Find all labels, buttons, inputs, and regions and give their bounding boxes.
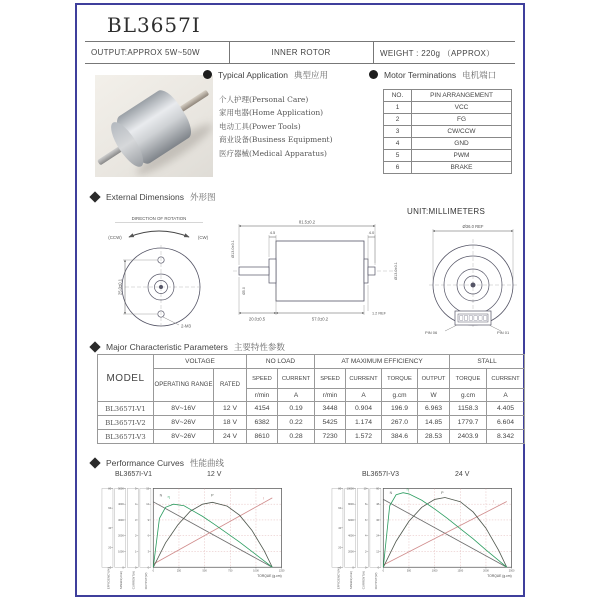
- m3-hole-label: 2-M3: [181, 323, 192, 329]
- pin-name: VCC: [412, 102, 512, 114]
- pin-no: 3: [384, 126, 412, 138]
- pin-row: [384, 162, 512, 174]
- svg-text:4: 4: [135, 503, 137, 507]
- total-length-dimension: 81.5±0.2: [298, 219, 316, 225]
- value-cell: 3448: [315, 402, 346, 416]
- datasheet-page: [75, 3, 525, 597]
- boss-length-dimension: 4.5: [269, 230, 276, 235]
- pin-row: [384, 102, 512, 114]
- value-cell: 0.19: [278, 402, 315, 416]
- unit-gcm: g.cm: [450, 389, 487, 402]
- svg-text:2500: 2500: [508, 569, 515, 573]
- axis-column: [127, 488, 138, 570]
- spec-output: OUTPUT:APPROX 5W~50W: [91, 48, 200, 57]
- front-view-drawing: [87, 211, 225, 335]
- axis-name: SPEED(r/min): [348, 570, 353, 590]
- unit-a: A: [278, 389, 315, 402]
- axis-name: OUTPUT(W): [374, 572, 379, 590]
- pin01-label: PIN 01: [497, 330, 510, 335]
- external-dimensions-heading: [91, 191, 215, 203]
- value-cell: 7230: [315, 430, 346, 444]
- svg-text:8: 8: [365, 503, 367, 507]
- svg-text:6: 6: [365, 518, 367, 522]
- pin06-label: PIN 06: [425, 330, 438, 335]
- svg-text:80: 80: [108, 487, 112, 491]
- svg-text:4: 4: [365, 534, 367, 538]
- svg-text:0: 0: [365, 566, 367, 570]
- svg-text:750: 750: [228, 569, 233, 573]
- output-shaft: [239, 267, 269, 275]
- performance-curves-label-cn: 性能曲线: [189, 459, 224, 469]
- pin-row: [384, 126, 512, 138]
- header-divider-2: [373, 41, 374, 63]
- unit-gcm: g.cm: [382, 389, 418, 402]
- value-cell: 8V~26V: [154, 430, 214, 444]
- curve-I: [153, 498, 272, 564]
- pin-table-header: [384, 90, 512, 102]
- pin-no: 4: [384, 138, 412, 150]
- value-cell: 0.904: [346, 402, 382, 416]
- voltage-group: VOLTAGE: [154, 355, 247, 369]
- axis-column: [345, 488, 356, 570]
- application-item: 个人护理(Personal Care): [219, 95, 309, 104]
- curve-label-I: I: [493, 499, 495, 504]
- svg-text:36: 36: [376, 518, 380, 522]
- typical-application-label: Typical Application: [218, 70, 288, 80]
- value-cell: 1779.7: [450, 416, 487, 430]
- external-dimensions-label: External Dimensions: [106, 192, 184, 202]
- model-name: BL3657I-V3: [98, 430, 154, 444]
- axis-name: EFFICIENCY(%): [106, 567, 111, 590]
- boss-diameter-left: Ø13.0±0.1: [231, 240, 235, 258]
- performance-chart-v3: [327, 482, 523, 592]
- svg-text:10: 10: [363, 487, 367, 491]
- unit-label: UNIT:MILLIMETERS: [407, 207, 486, 216]
- unit-a: A: [346, 389, 382, 402]
- curve-label-P: P: [441, 490, 444, 495]
- motor-terminations-label-cn: 电机端口: [462, 71, 497, 81]
- svg-text:12: 12: [376, 550, 380, 554]
- svg-text:5000: 5000: [118, 487, 124, 491]
- pin-row: [384, 150, 512, 162]
- curve-label-P: P: [211, 493, 214, 498]
- value-cell: 8V~16V: [154, 402, 214, 416]
- pin-no: 6: [384, 162, 412, 174]
- unit-w: W: [418, 389, 450, 402]
- value-cell: 18 V: [214, 416, 247, 430]
- axis-column: [357, 488, 368, 570]
- boss-diameter-right: Ø13.0±0.1: [394, 262, 398, 280]
- svg-text:80: 80: [338, 487, 342, 491]
- performance-curves-label: Performance Curves: [106, 458, 184, 468]
- application-item: 商业设备(Business Equipment): [219, 135, 333, 145]
- parameters-label-cn: 主要特性参数: [233, 343, 285, 353]
- rear-plate: [364, 259, 368, 283]
- cw-label: (CW): [197, 235, 209, 240]
- svg-text:3: 3: [147, 550, 150, 554]
- current-header: CURRENT: [278, 369, 315, 389]
- value-cell: 8.342: [487, 430, 525, 444]
- curve-label-N: N: [389, 490, 393, 495]
- current-header: CURRENT: [487, 369, 525, 389]
- curve-label-η: η: [167, 494, 170, 499]
- value-cell: 1158.3: [450, 402, 487, 416]
- value-cell: 6382: [247, 416, 278, 430]
- svg-text:12: 12: [146, 503, 150, 507]
- svg-text:0: 0: [377, 566, 380, 570]
- svg-text:0: 0: [109, 566, 112, 570]
- value-cell: 28.53: [418, 430, 450, 444]
- svg-text:15: 15: [146, 487, 150, 491]
- value-cell: 12 V: [214, 402, 247, 416]
- speed-header: SPEED: [315, 369, 346, 389]
- chart-v1-model-label: BL3657I-V1: [115, 471, 152, 478]
- curve-label-I: I: [263, 496, 265, 501]
- rear-stub: [368, 267, 375, 275]
- operating-range-header: OPERATING RANGE: [154, 369, 214, 402]
- pin-table: [383, 89, 512, 174]
- current-header: CURRENT: [346, 369, 382, 389]
- x-axis-label: TORQUE (g.cm): [487, 573, 512, 578]
- svg-text:2: 2: [135, 534, 137, 538]
- torque-header: TORQUE: [382, 369, 418, 389]
- typical-application-label-cn: 典型应用: [293, 71, 328, 81]
- axis-name: SPEED(r/min): [118, 570, 123, 590]
- table-row: [98, 416, 525, 430]
- motor-shaft-rear: [179, 90, 209, 112]
- diamond-icon: [89, 457, 100, 468]
- pin-col-no: NO.: [384, 90, 412, 102]
- unit-rmin: r/min: [315, 389, 346, 402]
- svg-text:4000: 4000: [348, 534, 354, 538]
- application-list: [219, 93, 333, 160]
- pin-no: 1: [384, 102, 412, 114]
- model-header: MODEL: [98, 355, 154, 402]
- svg-text:48: 48: [376, 503, 380, 507]
- value-cell: 24 V: [214, 430, 247, 444]
- diamond-icon: [89, 191, 100, 202]
- svg-text:2000: 2000: [483, 569, 489, 573]
- svg-text:0: 0: [352, 566, 354, 570]
- svg-text:1500: 1500: [457, 569, 464, 573]
- value-cell: 196.9: [382, 402, 418, 416]
- external-dimensions-label-cn: 外形图: [189, 193, 216, 203]
- group-header-row: [98, 355, 525, 369]
- hole-pitch-dimension: 25.0±0.1: [117, 278, 123, 296]
- axis-name: CURRENT(A): [131, 571, 136, 590]
- plate-ref-dimension: 1.2 REF: [372, 311, 386, 316]
- svg-text:9: 9: [147, 518, 150, 522]
- bullet-icon: [203, 70, 212, 79]
- value-cell: 1.174: [346, 416, 382, 430]
- parameters-table: [97, 354, 525, 444]
- svg-text:60: 60: [376, 487, 380, 491]
- sub-header-row: [98, 369, 525, 389]
- motor-terminations-label: Motor Terminations: [384, 70, 457, 80]
- bullet-icon: [369, 70, 378, 79]
- model-name: BL3657I-V2: [98, 416, 154, 430]
- direction-of-rotation-label: DIRECTION OF ROTATION: [131, 216, 187, 221]
- application-item: 电动工具(Power Tools): [219, 121, 301, 131]
- curve-I: [383, 499, 506, 566]
- unit-a: A: [487, 389, 525, 402]
- svg-text:1000: 1000: [253, 569, 259, 573]
- pin-name: CW/CCW: [412, 126, 512, 138]
- ccw-label: (CCW): [108, 235, 122, 240]
- svg-text:500: 500: [202, 569, 207, 573]
- motor-terminations-heading: [369, 69, 496, 81]
- pin-no: 2: [384, 114, 412, 126]
- svg-text:0: 0: [135, 566, 137, 570]
- svg-text:3000: 3000: [118, 518, 124, 522]
- model-name: BL3657I-V1: [98, 402, 154, 416]
- svg-text:1000: 1000: [431, 569, 438, 573]
- table-row: [98, 430, 525, 444]
- svg-text:3: 3: [135, 518, 137, 522]
- pin-no: 5: [384, 150, 412, 162]
- table-row: [98, 402, 525, 416]
- value-cell: 384.6: [382, 430, 418, 444]
- speed-header: SPEED: [247, 369, 278, 389]
- svg-text:6000: 6000: [348, 518, 354, 522]
- svg-text:0: 0: [147, 566, 150, 570]
- rated-header: RATED: [214, 369, 247, 402]
- svg-text:1250: 1250: [278, 569, 285, 573]
- pin-row: [384, 138, 512, 150]
- shaft-length-dimension: 20.0±0.5: [248, 316, 266, 322]
- svg-text:0: 0: [122, 566, 124, 570]
- rear-length-dimension: 4.0: [368, 230, 375, 235]
- typical-application-heading: [203, 69, 328, 81]
- chart-v3-model-label: BL3657I-V3: [362, 471, 399, 478]
- performance-chart-v1: [97, 482, 293, 592]
- maxeff-group: AT MAXIMUM EFFICIENCY: [315, 355, 450, 369]
- svg-text:1: 1: [135, 550, 137, 554]
- svg-text:60: 60: [108, 507, 112, 511]
- noload-group: NO LOAD: [247, 355, 315, 369]
- value-cell: 8610: [247, 430, 278, 444]
- output-header: OUTPUT: [418, 369, 450, 389]
- value-cell: 8V~26V: [154, 416, 214, 430]
- spec-weight: WEIGHT : 220g （APPROX）: [380, 49, 495, 58]
- value-cell: 5425: [315, 416, 346, 430]
- axis-column: [140, 488, 151, 570]
- value-cell: 14.85: [418, 416, 450, 430]
- curve-label-η: η: [406, 487, 409, 492]
- svg-text:20: 20: [108, 546, 112, 550]
- parameters-label: Major Characteristic Parameters: [106, 342, 228, 352]
- curve-η: [383, 490, 506, 568]
- outer-diameter-dimension: Ø36.0 REF: [462, 224, 484, 229]
- front-boss: [269, 259, 276, 283]
- motor-body-outline: [276, 241, 364, 301]
- diamond-icon: [89, 341, 100, 352]
- pin-name: PWM: [412, 150, 512, 162]
- svg-text:24: 24: [376, 534, 380, 538]
- svg-text:250: 250: [176, 569, 182, 573]
- svg-text:0: 0: [152, 569, 155, 573]
- svg-text:10000: 10000: [346, 487, 354, 491]
- svg-text:20: 20: [338, 546, 342, 550]
- svg-text:0: 0: [339, 566, 342, 570]
- value-cell: 1.572: [346, 430, 382, 444]
- svg-text:500: 500: [406, 569, 412, 573]
- svg-text:2000: 2000: [118, 534, 124, 538]
- pin-name: GND: [412, 138, 512, 150]
- pin-name: FG: [412, 114, 512, 126]
- axis-name: CURRENT(A): [361, 571, 366, 590]
- svg-text:40: 40: [108, 526, 112, 530]
- value-cell: 6.604: [487, 416, 525, 430]
- pin-row: [384, 114, 512, 126]
- svg-text:5: 5: [135, 487, 137, 491]
- axis-column: [115, 488, 126, 570]
- svg-text:6: 6: [147, 534, 150, 538]
- header-rule-bottom: [85, 63, 515, 64]
- value-cell: 4.405: [487, 402, 525, 416]
- x-axis-label: TORQUE (g.cm): [257, 573, 282, 578]
- pin-name: BRAKE: [412, 162, 512, 174]
- spec-rotor: INNER ROTOR: [271, 48, 331, 57]
- pin-col-arrangement: PIN ARRANGEMENT: [412, 90, 512, 102]
- rear-view-drawing: [409, 211, 537, 335]
- axis-name: OUTPUT(W): [144, 572, 149, 590]
- value-cell: 2403.9: [450, 430, 487, 444]
- svg-text:0: 0: [382, 569, 385, 573]
- torque-header: TORQUE: [450, 369, 487, 389]
- application-item: 医疗器械(Medical Apparatus): [219, 148, 327, 158]
- curve-label-N: N: [159, 493, 163, 498]
- chart-v1-voltage-label: 12 V: [207, 471, 222, 478]
- svg-text:2: 2: [365, 550, 367, 554]
- parameters-heading: [91, 341, 285, 353]
- axis-name: EFFICIENCY(%): [336, 567, 341, 590]
- header-rule-top: [85, 41, 515, 42]
- side-view-drawing: [229, 211, 401, 335]
- svg-text:4000: 4000: [118, 503, 124, 507]
- motor-photo: [95, 75, 213, 177]
- axis-column: [370, 488, 381, 570]
- unit-rmin: r/min: [247, 389, 278, 402]
- value-cell: 4154: [247, 402, 278, 416]
- chart-v3-voltage-label: 24 V: [455, 471, 470, 478]
- svg-text:40: 40: [338, 526, 342, 530]
- value-cell: 267.0: [382, 416, 418, 430]
- value-cell: 0.22: [278, 416, 315, 430]
- page-title: BL3657I: [107, 13, 201, 37]
- value-cell: 0.28: [278, 430, 315, 444]
- performance-curves-heading: [91, 457, 224, 469]
- svg-text:8000: 8000: [348, 503, 354, 507]
- rotation-arrow: [129, 231, 189, 237]
- svg-text:1000: 1000: [118, 550, 124, 554]
- svg-text:60: 60: [338, 507, 342, 511]
- shaft-diameter: Ø5.0: [242, 287, 246, 295]
- body-length-dimension: 57.0±0.2: [311, 316, 329, 322]
- application-item: 家用电器(Home Application): [219, 108, 324, 118]
- stall-group: STALL: [450, 355, 525, 369]
- svg-text:2000: 2000: [348, 550, 354, 554]
- value-cell: 6.963: [418, 402, 450, 416]
